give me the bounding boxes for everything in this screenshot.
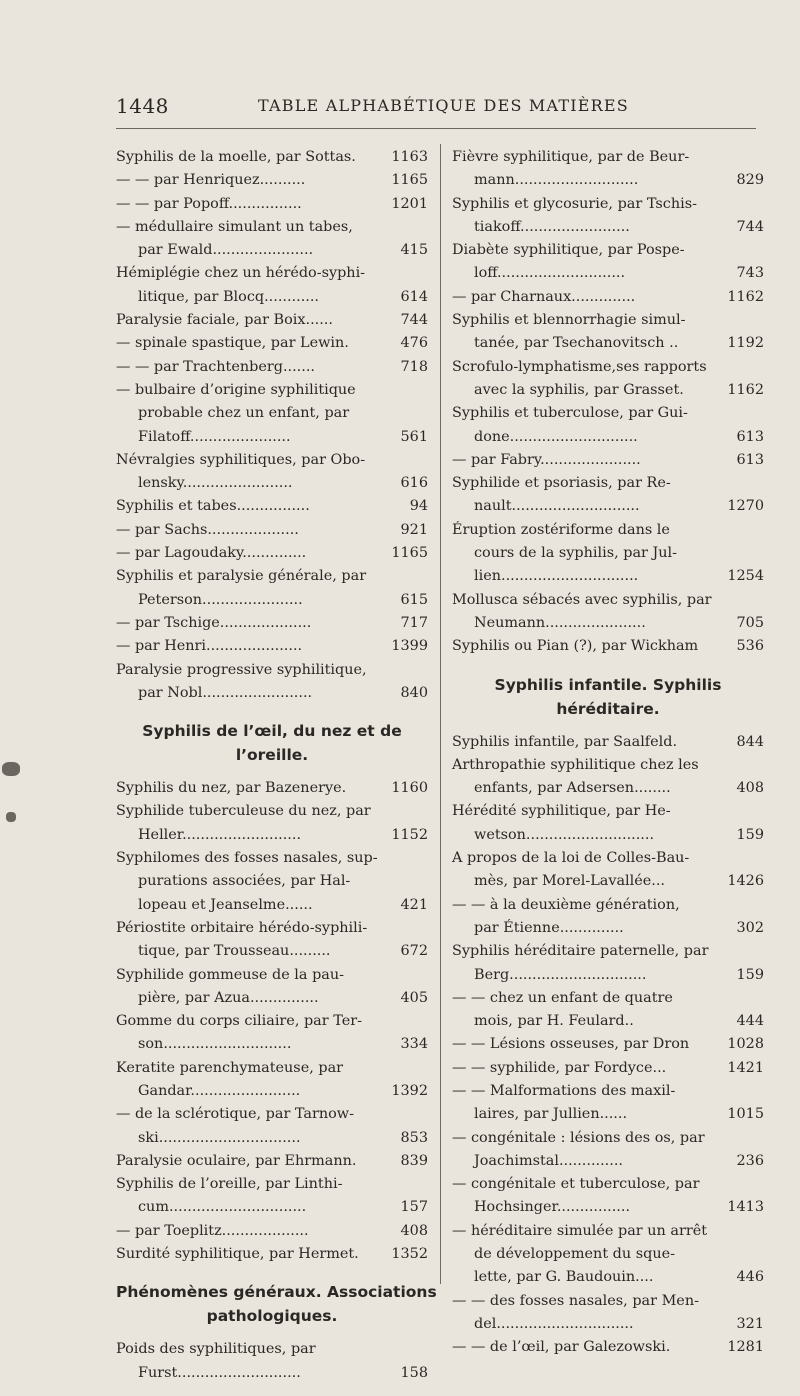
page-reference: 446 (736, 1269, 764, 1286)
entry-text-line: — héréditaire simulée par un arrêt (452, 1222, 707, 1239)
index-entry (116, 216, 428, 263)
entry-text-line: lette, par G. Baudouin.... (474, 1269, 654, 1286)
index-entry (116, 1010, 428, 1057)
index-entry (452, 309, 764, 356)
entry-text-line: — — syphilide, par Fordyce... (452, 1059, 667, 1076)
index-entry (116, 309, 428, 332)
page-reference: 321 (736, 1315, 764, 1332)
entry-text-line: Paralysie faciale, par Boix...... (116, 312, 333, 329)
page-reference: 561 (400, 428, 428, 445)
entry-text-line: Hochsinger................ (474, 1199, 631, 1216)
index-entry (452, 731, 764, 754)
section-heading (116, 719, 428, 767)
index-entry (116, 1220, 428, 1243)
page-reference: 1392 (391, 1082, 428, 1099)
index-entry (452, 1336, 764, 1359)
page-reference: 1028 (727, 1036, 764, 1053)
page-reference: 744 (400, 312, 428, 329)
page-reference: 1352 (391, 1246, 428, 1263)
entry-text-line: Fièvre syphilitique, par de Beur- (452, 149, 690, 165)
section-heading-line: héréditaire. (556, 699, 660, 718)
index-entry (452, 146, 764, 193)
page-reference: 334 (400, 1036, 428, 1053)
index-entry (452, 356, 764, 403)
entry-text-line: Berg.............................. (474, 966, 647, 983)
entry-text-line: tique, par Trousseau......... (138, 943, 331, 960)
page-reference: 839 (400, 1152, 428, 1169)
page-reference: 408 (736, 780, 764, 797)
section-heading-line: Syphilis de l’œil, du nez et de (142, 722, 402, 741)
index-entry (116, 332, 428, 355)
entry-text-line: Peterson...................... (138, 591, 303, 608)
index-entry (116, 542, 428, 565)
index-entry (452, 472, 764, 519)
running-title: TABLE ALPHABÉTIQUE DES MATIÈRES (258, 96, 629, 115)
entry-text-line: Syphilomes des fosses nasales, sup- (116, 850, 378, 867)
entry-text-line: laires, par Jullien...... (474, 1106, 628, 1123)
index-entry (116, 379, 428, 449)
index-entry (452, 1173, 764, 1220)
page-reference: 1165 (391, 545, 428, 562)
entry-text-line: — de la sclérotique, par Tarnow- (116, 1106, 354, 1123)
entry-text-line: Paralysie progressive syphilitique, (116, 661, 367, 678)
page-reference: 853 (400, 1129, 428, 1146)
page-reference: 1015 (727, 1106, 764, 1123)
entry-text-line: mann........................... (474, 172, 639, 189)
page-reference: 1399 (391, 638, 428, 655)
page-reference: 829 (736, 172, 764, 189)
page-reference: 615 (400, 591, 428, 608)
page-reference: 405 (400, 989, 428, 1006)
section-heading-line: Syphilis infantile. Syphilis (494, 675, 722, 694)
section-heading-line: l’oreille. (235, 746, 309, 765)
entry-text-line: — — par Henriquez.......... (116, 172, 306, 189)
margin-stain (2, 762, 20, 776)
entry-text-line: tiakoff........................ (474, 218, 630, 235)
index-entry (116, 1173, 428, 1220)
entry-text-line: Gomme du corps ciliaire, par Ter- (116, 1013, 362, 1030)
index-entry (116, 146, 428, 169)
page-reference: 159 (736, 826, 764, 843)
entry-text-line: Syphilis et blennorrhagie simul- (452, 312, 686, 329)
index-entry (116, 565, 428, 612)
entry-text-line: Périostite orbitaire hérédo-syphili- (116, 919, 368, 936)
page-reference: 157 (400, 1199, 428, 1216)
entry-text-line: Diabète syphilitique, par Pospe- (452, 242, 685, 259)
index-entry (452, 1033, 764, 1056)
index-entry (116, 1057, 428, 1104)
page-reference: 302 (736, 919, 764, 936)
entry-text-line: nault............................ (474, 498, 640, 515)
page-reference: 844 (736, 733, 764, 750)
page-reference: 840 (400, 684, 428, 701)
index-entry (116, 519, 428, 542)
entry-text-line: Éruption zostériforme dans le (452, 521, 670, 538)
entry-text-line: Syphilide et psoriasis, par Re- (452, 475, 671, 492)
entry-text-line: Syphilis et paralysie générale, par (116, 568, 367, 585)
entry-text-line: Gandar........................ (138, 1082, 301, 1099)
page-reference: 743 (736, 265, 764, 282)
index-entry (116, 193, 428, 216)
index-entry (452, 402, 764, 449)
entry-text-line: — — par Trachtenberg....... (116, 358, 315, 375)
index-entry (116, 777, 428, 800)
entry-text-line: — par Lagoudaky.............. (116, 545, 307, 562)
page-reference: 236 (736, 1152, 764, 1169)
page-reference: 705 (736, 614, 764, 631)
entry-text-line: del.............................. (474, 1315, 634, 1332)
entry-text-line: — congénitale : lésions des os, par (452, 1129, 705, 1146)
index-entry (116, 1338, 428, 1385)
entry-text-line: — congénitale et tuberculose, par (452, 1176, 700, 1193)
page-header (0, 88, 800, 128)
entry-text-line: cours de la syphilis, par Jul- (474, 545, 677, 562)
entry-text-line: lien.............................. (474, 568, 639, 585)
page-reference: 1426 (727, 873, 764, 890)
entry-text-line: ski............................... (138, 1129, 301, 1146)
index-entry (452, 987, 764, 1034)
index-entry (452, 754, 764, 801)
page-reference: 1254 (727, 568, 764, 585)
page-reference: 1162 (727, 288, 764, 305)
right-column (452, 146, 764, 1360)
index-entry (116, 635, 428, 658)
entry-text-line: — par Henri..................... (116, 638, 303, 655)
index-entry (116, 964, 428, 1011)
index-entry (452, 894, 764, 941)
entry-text-line: Syphilis et glycosurie, par Tschis- (452, 195, 697, 212)
entry-text-line: — par Fabry...................... (452, 451, 641, 468)
entry-text-line: Syphilis ou Pian (?), par Wickham (452, 638, 699, 655)
entry-text-line: Névralgies syphilitiques, par Obo- (116, 451, 366, 468)
section-heading-line: pathologiques. (206, 1307, 338, 1326)
entry-text-line: tanée, par Tsechanovitsch .. (474, 335, 679, 352)
page-reference: 1281 (727, 1339, 764, 1356)
index-entry (116, 800, 428, 847)
entry-text-line: lopeau et Jeanselme...... (138, 896, 313, 913)
index-entry (116, 262, 428, 309)
page-reference: 744 (736, 218, 764, 235)
index-entry (452, 449, 764, 472)
page-reference: 1162 (727, 381, 764, 398)
entry-text-line: Syphilis héréditaire paternelle, par (452, 943, 709, 960)
entry-text-line: Joachimstal.............. (474, 1152, 623, 1169)
page-reference: 1192 (727, 335, 764, 352)
page-reference: 476 (400, 335, 428, 352)
page-reference: 613 (736, 428, 764, 445)
index-entry (452, 193, 764, 240)
section-heading (452, 673, 764, 721)
entry-text-line: Scrofulo-lymphatisme,ses rapports (452, 358, 707, 375)
index-entry (452, 519, 764, 589)
entry-text-line: Mollusca sébacés avec syphilis, par (452, 591, 712, 608)
index-entry (116, 1243, 428, 1266)
page-reference: 616 (400, 475, 428, 492)
entry-text-line: mois, par H. Feulard.. (474, 1013, 634, 1030)
entry-text-line: — médullaire simulant un tabes, (116, 218, 353, 235)
entry-text-line: Syphilis et tabes................ (116, 498, 310, 515)
page-reference: 408 (400, 1222, 428, 1239)
page-reference: 1201 (391, 195, 428, 212)
entry-text-line: Paralysie oculaire, par Ehrmann. (116, 1152, 357, 1169)
entry-text-line: Filatoff...................... (138, 428, 291, 445)
entry-text-line: avec la syphilis, par Grasset. (474, 381, 684, 398)
entry-text-line: purations associées, par Hal- (138, 873, 351, 890)
page-reference: 1160 (391, 780, 428, 797)
entry-text-line: enfants, par Adsersen........ (474, 780, 671, 797)
index-entry (452, 286, 764, 309)
column-divider (440, 144, 441, 1284)
entry-text-line: — par Toeplitz................... (116, 1222, 309, 1239)
entry-text-line: — — par Popoff................ (116, 195, 302, 212)
entry-text-line: Heller.......................... (138, 826, 302, 843)
section-heading (116, 1280, 437, 1328)
entry-text-line: Syphilis et tuberculose, par Gui- (452, 405, 688, 422)
index-entry (452, 1057, 764, 1080)
page-reference: 921 (400, 521, 428, 538)
entry-text-line: Poids des syphilitiques, par (116, 1341, 316, 1358)
page-reference: 1270 (727, 498, 764, 515)
entry-text-line: Syphilide gommeuse de la pau- (116, 966, 344, 983)
entry-text-line: — — de l’œil, par Galezowski. (452, 1339, 671, 1356)
entry-text-line: lensky........................ (138, 475, 293, 492)
index-entry (452, 1127, 764, 1174)
entry-text-line: Syphilis de l’oreille, par Linthi- (116, 1176, 343, 1193)
entry-text-line: Neumann...................... (474, 614, 646, 631)
entry-text-line: litique, par Blocq............ (138, 288, 319, 305)
page-reference: 1421 (727, 1059, 764, 1076)
entry-text-line: — — Lésions osseuses, par Dron (452, 1036, 690, 1053)
index-entry (116, 659, 428, 706)
index-entry (116, 612, 428, 635)
entry-text-line: Syphilis de la moelle, par Sottas. (116, 149, 356, 165)
index-entry (452, 1080, 764, 1127)
entry-text-line: wetson............................ (474, 826, 655, 843)
margin-stain (6, 812, 16, 822)
entry-text-line: Keratite parenchymateuse, par (116, 1059, 344, 1076)
entry-text-line: — par Tschige.................... (116, 614, 312, 631)
page-number: 1448 (116, 94, 169, 118)
index-entry (116, 1103, 428, 1150)
page-reference: 1165 (391, 172, 428, 189)
page-reference: 94 (409, 498, 428, 515)
entry-text-line: par Ewald...................... (138, 242, 314, 259)
page-reference: 1413 (727, 1199, 764, 1216)
entry-text-line: — par Sachs.................... (116, 521, 299, 538)
entry-text-line: son............................ (138, 1036, 292, 1053)
entry-text-line: loff............................ (474, 265, 626, 282)
index-entry (452, 1220, 764, 1290)
entry-text-line: Hémiplégie chez un hérédo-syphi- (116, 265, 366, 282)
page-reference: 614 (400, 288, 428, 305)
index-entry (116, 495, 428, 518)
page-reference: 158 (400, 1364, 428, 1381)
entry-text-line: — — chez un enfant de quatre (452, 989, 673, 1006)
index-entry (452, 847, 764, 894)
entry-text-line: par Étienne.............. (474, 919, 624, 936)
page-reference: 717 (400, 614, 428, 631)
entry-text-line: — — Malformations des maxil- (452, 1082, 676, 1099)
page-reference: 1163 (391, 149, 428, 165)
entry-text-line: Furst........................... (138, 1364, 301, 1381)
page-reference: 415 (400, 242, 428, 259)
entry-text-line: cum.............................. (138, 1199, 307, 1216)
entry-text-line: — — des fosses nasales, par Men- (452, 1292, 699, 1309)
page-reference: 613 (736, 451, 764, 468)
index-entry (116, 1150, 428, 1173)
section-heading-line: Phénomènes généraux. Associations (116, 1283, 437, 1302)
entry-text-line: Arthropathie syphilitique chez les (452, 756, 699, 773)
entry-text-line: — par Charnaux.............. (452, 288, 636, 305)
index-entry (452, 589, 764, 636)
index-entry (116, 449, 428, 496)
entry-text-line: Surdité syphilitique, par Hermet. (116, 1246, 359, 1263)
index-entry (116, 917, 428, 964)
page-reference: 1152 (391, 826, 428, 843)
entry-text-line: Syphilis infantile, par Saalfeld. (452, 733, 678, 750)
entry-text-line: de développement du sque- (474, 1246, 675, 1263)
entry-text-line: Hérédité syphilitique, par He- (452, 803, 671, 820)
entry-text-line: probable chez un enfant, par (138, 405, 350, 422)
entry-text-line: — spinale spastique, par Lewin. (116, 335, 349, 352)
entry-text-line: A propos de la loi de Colles-Bau- (452, 850, 690, 867)
entry-text-line: mès, par Morel-Lavallée... (474, 873, 666, 890)
entry-text-line: Syphilis du nez, par Bazenerye. (116, 780, 347, 797)
index-entry (452, 239, 764, 286)
page-reference: 421 (400, 896, 428, 913)
page-reference: 444 (736, 1013, 764, 1030)
page-reference: 159 (736, 966, 764, 983)
page-reference: 672 (400, 943, 428, 960)
page-reference: 536 (736, 638, 764, 655)
entry-text-line: par Nobl........................ (138, 684, 313, 701)
entry-text-line: — — à la deuxième génération, (452, 896, 680, 913)
index-entry (116, 169, 428, 192)
index-entry (116, 356, 428, 379)
index-entry (452, 800, 764, 847)
entry-text-line: Syphilide tuberculeuse du nez, par (116, 803, 371, 820)
entry-text-line: pière, par Azua............... (138, 989, 319, 1006)
index-entry (452, 635, 764, 658)
index-entry (116, 847, 428, 917)
header-rule (116, 128, 756, 129)
index-entry (452, 940, 764, 987)
left-column (116, 146, 437, 1385)
entry-text-line: done............................ (474, 428, 638, 445)
page-reference: 718 (400, 358, 428, 375)
index-entry (452, 1290, 764, 1337)
entry-text-line: — bulbaire d’origine syphilitique (116, 381, 356, 398)
